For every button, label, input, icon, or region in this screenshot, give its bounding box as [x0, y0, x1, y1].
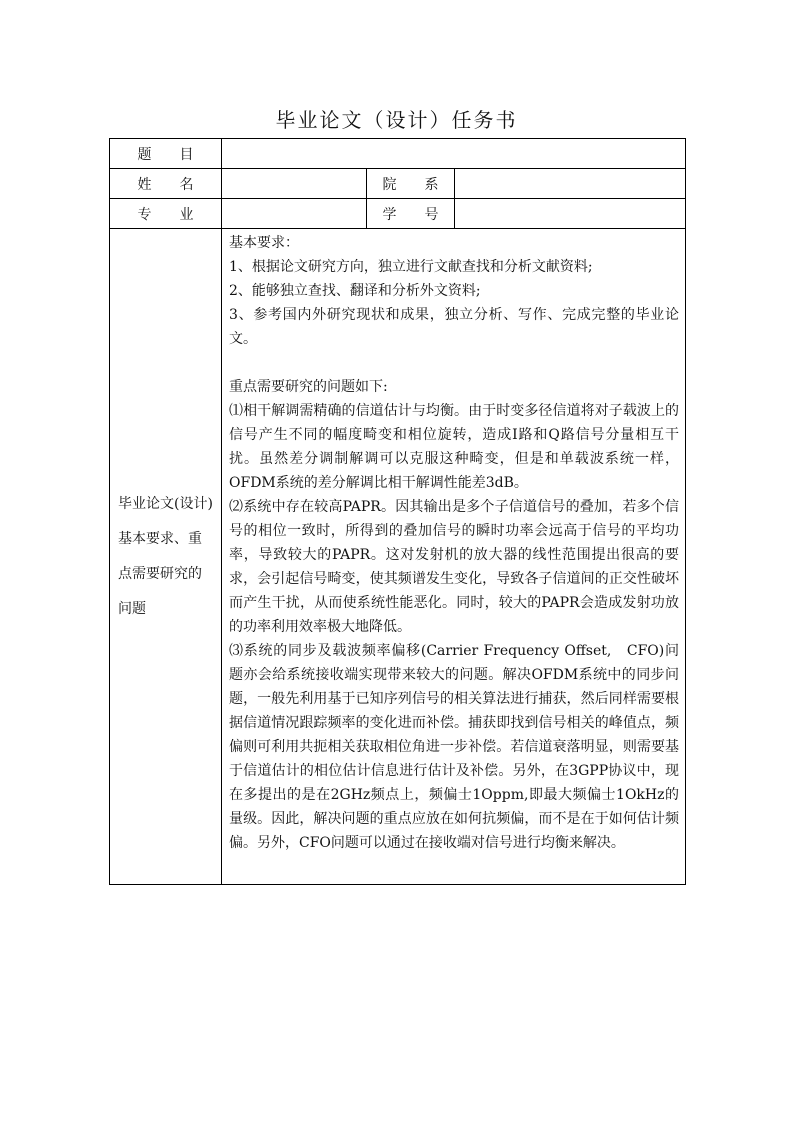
requirements-row: [110, 229, 686, 885]
major-value[interactable]: [222, 199, 367, 229]
topic-row: [110, 139, 686, 169]
basic-requirement-item: 1、根据论文研究方向，独立进行文献查找和分析文献资料;: [229, 259, 593, 275]
dept-label: 院 系: [367, 169, 455, 199]
major-id-row: [110, 199, 686, 229]
key-issue-item: ⑵系统中存在较高PAPR。因其输出是多个子信道信号的叠加，若多个信号的相位一致时，所得到的叠加信号的瞬时功率会远高于信号的平均功率，导致较大的PAPR。这对发射机的放大器的线性范围提出很高的要求，会引起信号畸变，使其频谱发生变化，导致各子信道间的正交性破坏而产生干扰，从而使系统性能恶化。同时，较大的PAPR会造成发射功放的功率利用效率极大地降低。: [229, 499, 680, 635]
student-id-value[interactable]: [455, 199, 686, 229]
student-id-label: 学 号: [367, 199, 455, 229]
task-form-table: [109, 138, 686, 885]
basic-requirement-item: 2、能够独立查找、翻译和分析外文资料;: [229, 283, 481, 299]
major-label: 专 业: [110, 199, 222, 229]
name-dept-row: [110, 169, 686, 199]
dept-value[interactable]: [455, 169, 686, 199]
topic-label: 题 目: [110, 139, 222, 169]
key-issue-item: ⑶系统的同步及载波频率偏移(Carrier Frequency Offset, CFO)问题亦会给系统接收端实现带来较大的问题。解决OFDM系统中的同步问题，一般先利用基于已知序列信号的相关算法进行捕获，然后同样需要根据信道情况跟踪频率的变化进而补偿。捕获即找到信号相关的峰值点，频偏则可利用共扼相关获取相位角进一步补偿。若信道衰落明显，则需要基于信道估计的相位估计信息进行估计及补偿。另外，在3GPP协议中，现在多提出的是在2GHz频点上，频偏士1Oppm,即最大频偏士1OkHz的量级。因此，解决问题的重点应放在如何抗频偏，而不是在于如何估计频偏。另外，CFO问题可以通过在接收端对信号进行均衡来解决。: [229, 643, 680, 851]
requirements-content: [222, 229, 686, 885]
name-label: 姓 名: [110, 169, 222, 199]
topic-value[interactable]: [222, 139, 686, 169]
name-value[interactable]: [222, 169, 367, 199]
basic-requirements-heading: 基本要求：: [229, 235, 299, 251]
key-issue-item: ⑴相干解调需精确的信道估计与均衡。由于时变多径信道将对子载波上的信号产生不同的幅度畸变和相位旋转，造成I路和Q路信号分量相互干扰。虽然差分调制解调可以克服这种畸变，但是和单载波系统一样，OFDM系统的差分解调比相干解调性能差3dB。: [229, 403, 680, 491]
requirements-label: 毕业论文(设计)基本要求、重点需要研究的问题: [110, 229, 222, 885]
spacer: [229, 351, 679, 375]
key-issues-heading: 重点需要研究的问题如下:: [229, 379, 388, 395]
document-title: 毕业论文（设计）任务书: [275, 108, 518, 132]
basic-requirement-item: 3、参考国内外研究现状和成果，独立分析、写作、完成完整的毕业论文。: [229, 307, 680, 347]
